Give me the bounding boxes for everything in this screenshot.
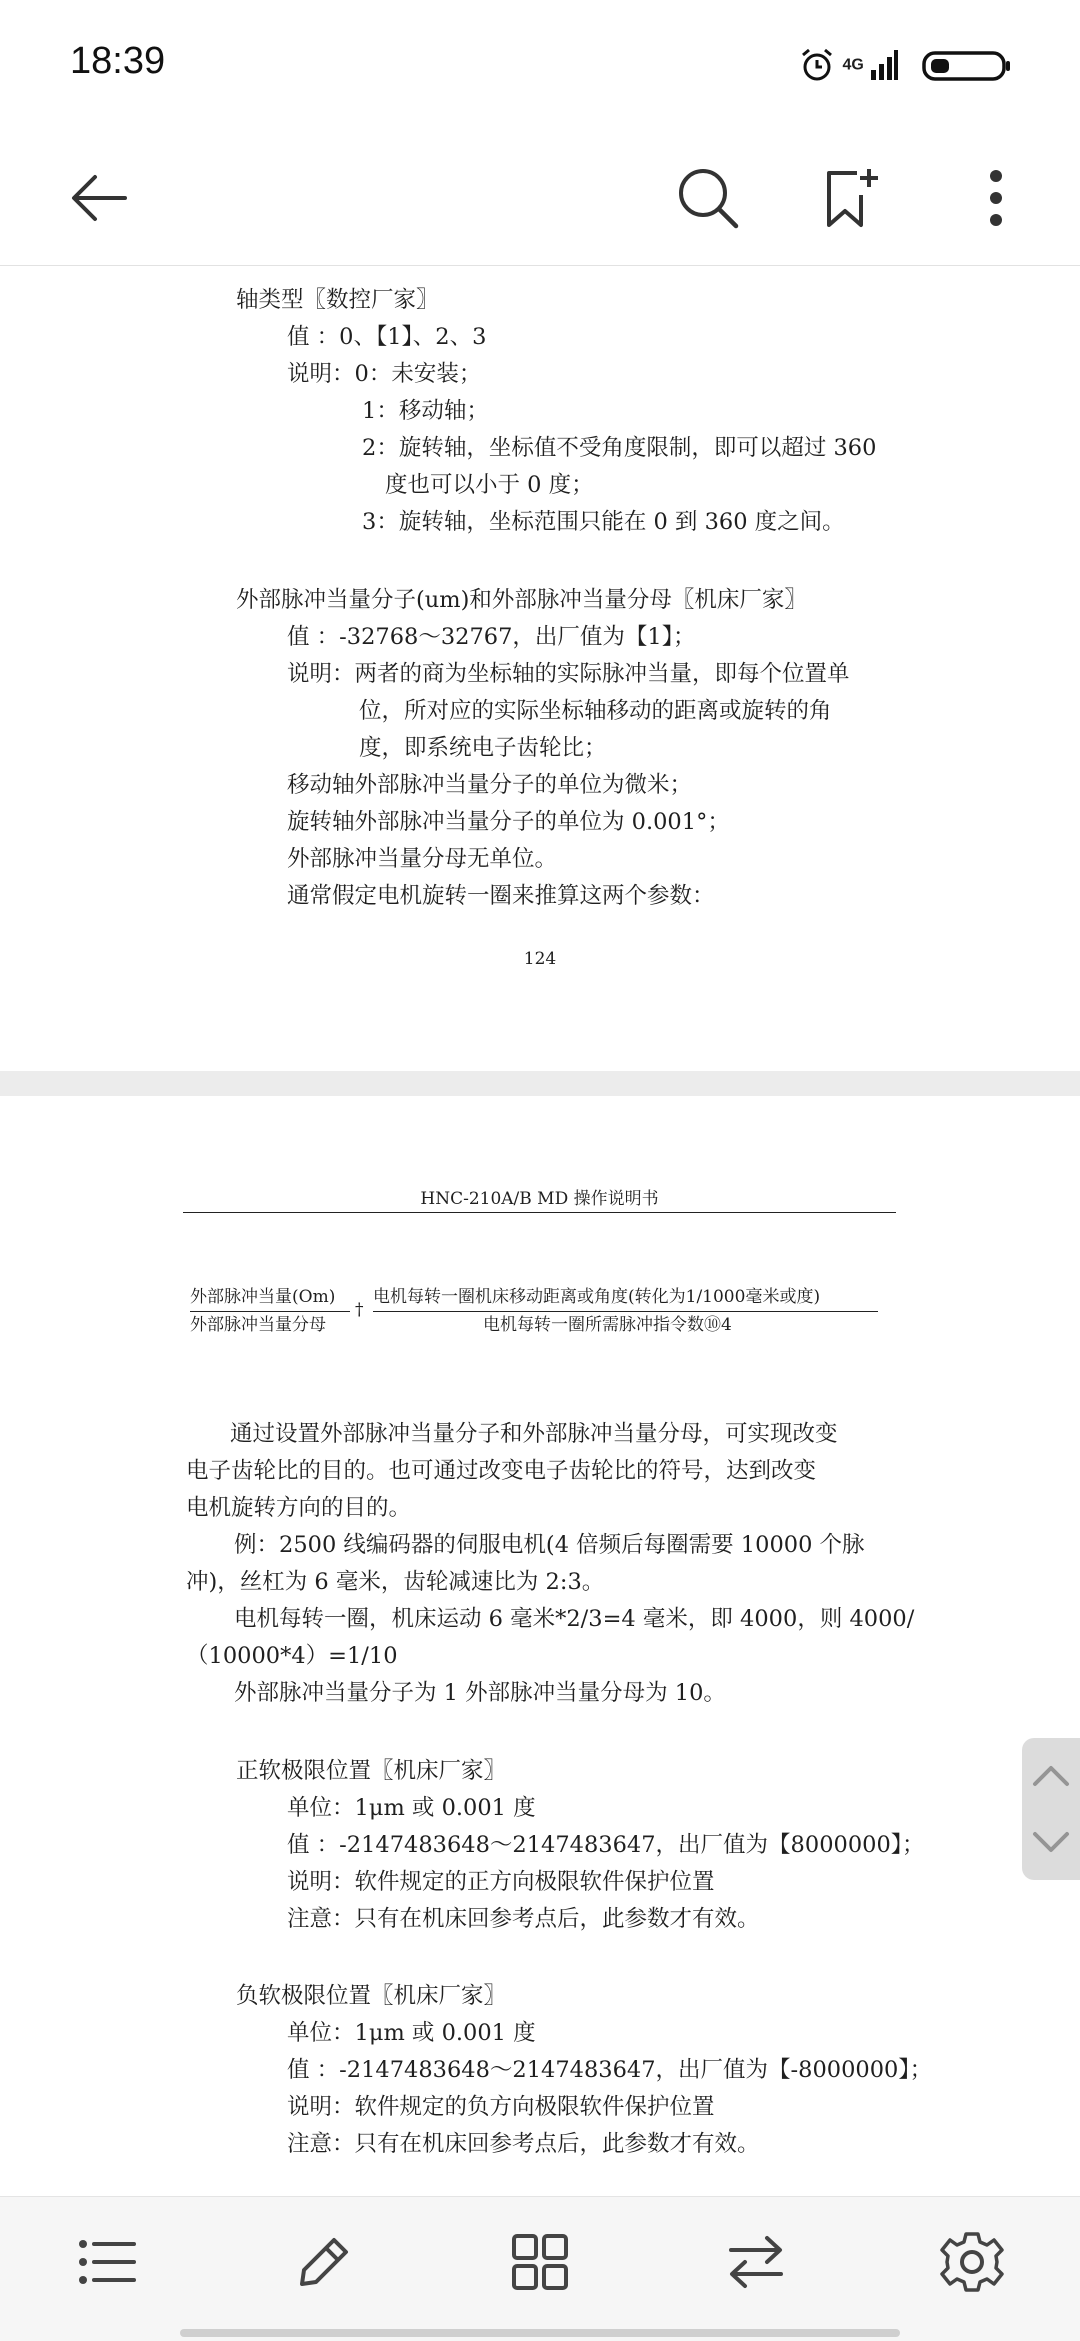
header-rule [183,1212,896,1213]
bookmark-add-button[interactable] [797,130,907,265]
text-line: 移动轴外部脉冲当量分子的单位为微米； [287,772,693,798]
text-line: 值 ：-2147483648～2147483647，出厂值为【8000000】； [287,1832,925,1858]
status-time: 18:39 [70,40,166,82]
text-line: 冲)，丝杠为 6 毫米，齿轮减速比为 2:3。 [186,1569,605,1595]
page-flip-mode-button[interactable] [696,2217,816,2307]
text-line: 正软极限位置〖机床厂家〗 [236,1758,507,1784]
text-line: 值 ：-32768～32767，出厂值为【1】； [287,624,696,650]
text-line: 例：2500 线编码器的伺服电机(4 倍频后每圈需要 10000 个脉 [234,1532,865,1558]
annotate-button[interactable] [264,2217,384,2307]
formula-right-fraction-bar [373,1311,878,1312]
text-line: 1：移动轴； [362,398,489,424]
swap-icon [725,2234,787,2290]
more-options-button[interactable] [941,130,1051,265]
text-line: 说明：0：未安装； [287,361,482,387]
text-line: 说明：软件规定的负方向极限软件保护位置 [287,2094,715,2120]
search-button[interactable] [653,130,763,265]
formula-left-numerator: 外部脉冲当量(Om) [190,1287,336,1307]
back-arrow-icon [69,173,129,223]
status-bar [0,0,1080,130]
text-line: 电机每转一圈，机床运动 6 毫米*2/3=4 毫米，即 4000，则 4000/ [234,1606,915,1632]
bottom-toolbar [0,2196,1080,2341]
text-line: 外部脉冲当量分子为 1 外部脉冲当量分母为 10。 [234,1680,726,1706]
text-line: 度，即系统电子齿轮比； [359,735,607,761]
thumbnails-button[interactable] [480,2217,600,2307]
text-line: 值 ：-2147483648～2147483647，出厂值为【-8000000】； [287,2057,933,2083]
top-toolbar [0,130,1080,266]
status-icons [797,45,1014,85]
text-line: 说明：软件规定的正方向极限软件保护位置 [287,1869,715,1895]
text-line: 度也可以小于 0 度； [385,472,594,498]
formula-right-denominator: 电机每转一圈所需脉冲指令数⑩4 [483,1315,732,1335]
document-header: HNC-210A/B MD 操作说明书 [420,1189,659,1209]
text-line: 注意：只有在机床回参考点后，此参数才有效。 [287,2131,760,2157]
text-line: 旋转轴外部脉冲当量分子的单位为 0.001°； [287,809,730,835]
alarm-clock-icon [797,45,837,85]
back-button[interactable] [44,130,154,265]
home-indicator[interactable] [180,2329,900,2337]
page-number: 124 [523,949,557,969]
text-line: 外部脉冲当量分母无单位。 [287,846,558,872]
network-type-label: 4G [842,56,864,74]
signal-icon [869,48,899,82]
text-line: 通常假定电机旋转一圈来推算这两个参数： [287,883,715,909]
text-line: 单位：1μm 或 0.001 度 [287,2020,536,2046]
text-line: 轴类型〖数控厂家〗 [236,287,439,313]
text-line: 通过设置外部脉冲当量分子和外部脉冲当量分母，可实现改变 [230,1421,838,1447]
grid-icon [511,2233,569,2291]
text-line: 3：旋转轴，坐标范围只能在 0 到 360 度之间。 [362,509,845,535]
formula [190,1286,890,1356]
document-page-1 [0,266,1080,1071]
text-line: 单位：1μm 或 0.001 度 [287,1795,536,1821]
search-icon [676,166,740,230]
scroll-up-button[interactable] [1022,1740,1080,1810]
text-line: 位，所对应的实际坐标轴移动的距离或旋转的角 [359,698,832,724]
chevron-down-icon [1031,1830,1071,1856]
contents-button[interactable] [48,2217,168,2307]
settings-gear-icon [940,2230,1004,2294]
edit-pencil-icon [294,2232,354,2292]
bookmark-add-icon [823,167,881,229]
text-line: 负软极限位置〖机床厂家〗 [236,1983,507,2009]
settings-button[interactable] [912,2217,1032,2307]
formula-operator: † [355,1300,364,1320]
page-scroll-control [1022,1738,1080,1880]
list-icon [78,2238,138,2286]
document-page-2 [0,1096,1080,2196]
formula-left-denominator: 外部脉冲当量分母 [190,1315,326,1335]
text-line: （10000*4）=1/10 [186,1643,398,1669]
more-vertical-icon [986,168,1006,228]
formula-left-fraction-bar [190,1311,350,1312]
text-line: 值 ：0、【1】、2、3 [287,324,487,350]
scroll-down-button[interactable] [1022,1808,1080,1878]
formula-right-numerator: 电机每转一圈机床移动距离或角度(转化为1/1000毫米或度) [373,1287,821,1307]
battery-icon [918,47,1014,83]
text-line: 电机旋转方向的目的。 [186,1495,412,1521]
text-line: 2：旋转轴，坐标值不受角度限制，即可以超过 360 [362,435,877,461]
text-line: 说明：两者的商为坐标轴的实际脉冲当量，即每个位置单 [287,661,850,687]
text-line: 外部脉冲当量分子(um)和外部脉冲当量分母〖机床厂家〗 [236,587,807,613]
text-line: 注意：只有在机床回参考点后，此参数才有效。 [287,1906,760,1932]
text-line: 电子齿轮比的目的。也可通过改变电子齿轮比的符号，达到改变 [186,1458,817,1484]
chevron-up-icon [1031,1762,1071,1788]
